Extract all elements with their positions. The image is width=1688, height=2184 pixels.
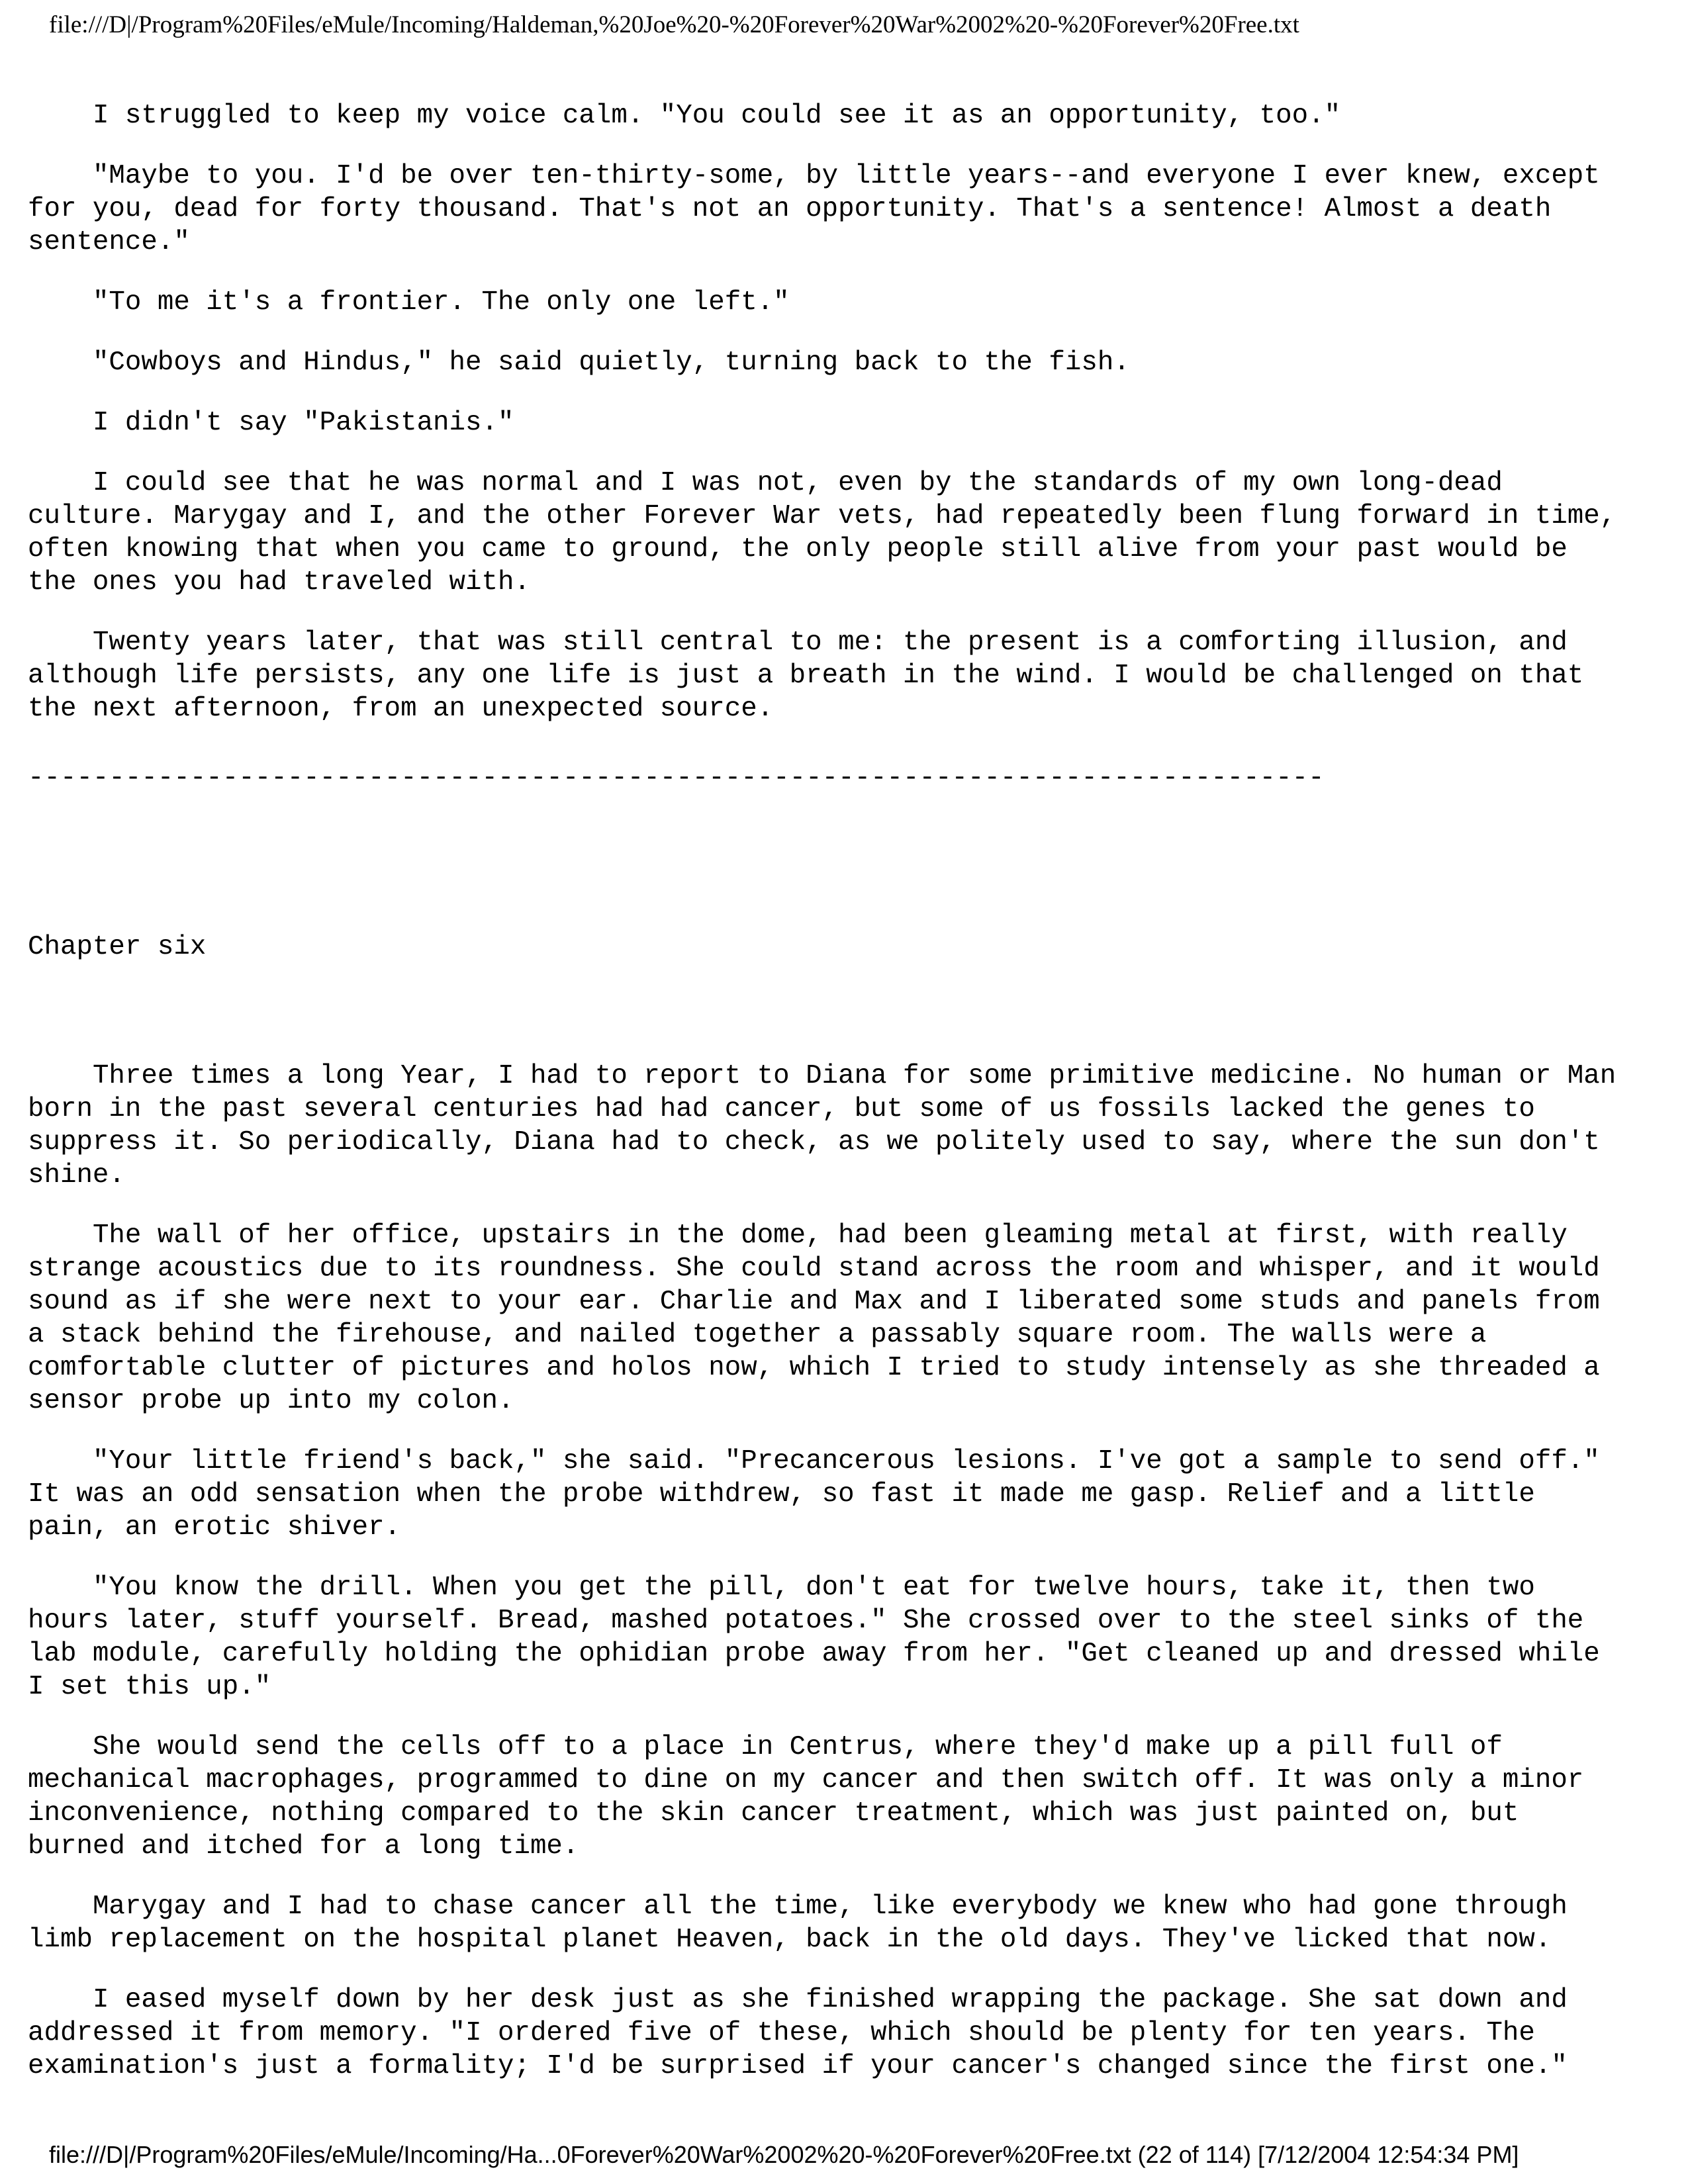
page-footer-file-info: file:///D|/Program%20Files/eMule/Incoming/Ha...0Forever%20War%2002%20-%20Forever%20Free.txt (22 of 114) [7/12/2004 12:54:34 PM] [49,2141,1519,2168]
chapter-body [28,1060,1669,2083]
paragraph: "You know the drill. When you get the pill, don't eat for twelve hours, take it, then two hours later, stuff yourself. Bread, mashed potatoes." She crossed over to the steel sinks of the lab module, carefully holding the ophidian probe away from her. "Get cleaned up and dressed while I set this up." [28,1572,1600,1702]
page-header-file-path: file:///D|/Program%20Files/eMule/Incoming/Haldeman,%20Joe%20-%20Forever%20War%2002%20-%20Forever%20Free.txt [49,11,1299,38]
paragraph: Marygay and I had to chase cancer all the time, like everybody we knew who had gone through limb replacement on the hospital planet Heaven, back in the old days. They've licked that now. [28,1891,1568,1955]
paragraph: I could see that he was normal and I was not, even by the standards of my own long-dead culture. Marygay and I, and the other Forever War vets, had repeatedly been flung forward in time, often knowing that when you came to ground, the only people still alive from your past would be the ones you had traveled with. [28,468,1617,598]
paragraph: "Cowboys and Hindus," he said quietly, turning back to the fish. [28,347,1130,378]
paragraph: "Maybe to you. I'd be over ten-thirty-some, by little years--and everyone I ever knew, except for you, dead for forty thousand. That's not an opportunity. That's a sentence! Almost a death sentence." [28,161,1600,257]
document-body [28,99,1669,2110]
paragraph: Three times a long Year, I had to report to Diana for some primitive medicine. No human or Man born in the past several centuries had had cancer, but some of us fossils lacked the genes to suppress it. So periodically, Diana had to check, as we politely used to say, where the sun don't shine. [28,1061,1617,1191]
paragraph: "To me it's a frontier. The only one left." [28,287,790,318]
chapter-title: Chapter six [28,932,207,962]
paragraph: Twenty years later, that was still central to me: the present is a comforting illusion, and although life persists, any one life is just a breath in the wind. I would be challenged on that the next afternoon, from an unexpected source. [28,627,1584,724]
paragraph: I eased myself down by her desk just as she finished wrapping the package. She sat down and addressed it from memory. "I ordered five of these, which should be plenty for ten years. The examination's just a formality; I'd be surprised if your cancer's changed since the first one." [28,1985,1568,2081]
paragraph: The wall of her office, upstairs in the dome, had been gleaming metal at first, with really strange acoustics due to its roundness. She could stand across the room and whisper, and it would sound as if she were next to your ear. Charlie and Max and I liberated some studs and panels from a stack behind the firehouse, and nailed together a passably square room. The walls were a comfortable clutter of pictures and holos now, which I tried to study intensely as she threaded a sensor probe up into my colon. [28,1220,1600,1416]
section-separator: -------------------------------------------------------------------------------- [28,763,1325,794]
paragraph: I struggled to keep my voice calm. "You could see it as an opportunity, too." [28,101,1341,131]
paragraph: I didn't say "Pakistanis." [28,408,514,438]
paragraph: She would send the cells off to a place in Centrus, where they'd make up a pill full of mechanical macrophages, programmed to dine on my cancer and then switch off. It was only a minor inconvenience, nothing compared to the skin cancer treatment, which was just painted on, but burned and itched for a long time. [28,1732,1584,1862]
paragraph: "Your little friend's back," she said. "Precancerous lesions. I've got a sample to send off." It was an odd sensation when the probe withdrew, so fast it made me gasp. Relief and a little pain, an erotic shiver. [28,1446,1600,1543]
